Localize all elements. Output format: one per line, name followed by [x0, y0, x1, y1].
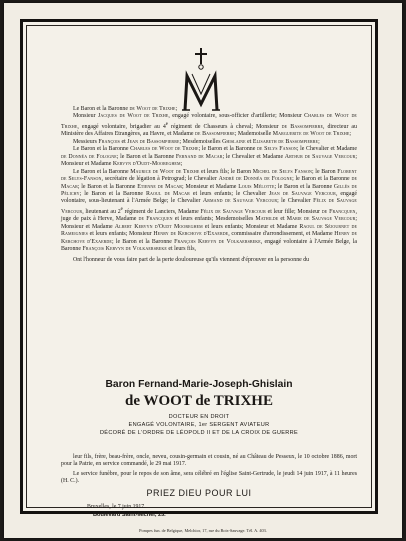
announcement: [26, 25, 372, 518]
prayer-line: PRIEZ DIEU POUR LUI: [146, 488, 252, 498]
family-paragraph: Ont l'honneur de vous faire part de la perte douloureuse qu'ils viennent d'éprouver en la personne du: [73, 256, 310, 263]
deceased-surname: de WOOT de TRIXHE: [125, 393, 273, 409]
title-line: DÉCORÉ DE L'ORDRE DE LÉOPOLD II ET DE LA CROIX DE GUERRE: [99, 429, 299, 436]
title-line: ENGAGÉ VOLONTAIRE, 1er SERGENT AVIATEUR: [128, 421, 270, 428]
date-line: Bruxelles, le 7 juin 1917.: [87, 504, 146, 510]
death-details: [61, 454, 357, 486]
deceased-titles: [27, 414, 371, 437]
family-paragraph: Monsieur Jacques de Woot de Trixhe, engagé volontaire, sous-officier d'artillerie; Monsieur Charles de Woot de Trixhe, engagé volontaire, brigadier au 4e régiment de Chasseurs à cheval; Monsieur de Bassompierre, directeur au Ministère des Affaires Etrangères, au Havre, et Madame de Bassompierre; Mademoiselle Marguerite de Woot de Trixhe;: [61, 113, 357, 138]
family-paragraph: Le Baron et la Baronne de Woot de Trixhe;: [73, 106, 178, 112]
deceased-given-names: Baron Fernand-Marie-Joseph-Ghislain: [105, 379, 293, 390]
family-paragraph: Le Baron et la Baronne Charles de Woot de Trixhe; le Baron et la Baronne de Selys Fanson; le Chevalier et Madame de Donnéa de Fologne; le Baron et la Baronne Fernand de Macar; le Chevalier et Madame Arthur de Sauvage Vercour; Monsieur et Madame Kervyn d'Oudt-Mooreghem;: [61, 146, 358, 168]
family-paragraph: Messieurs François et Jean de Bassompierre; Mesdemoiselles Ghislaine et Elisabeth de Bassompierre;: [73, 138, 320, 145]
detail-paragraph: Le service funèbre, pour le repos de son âme, sera célébré en l'église Saint-Gertrude, le jeudi 14 juin 1917, à 11 heures (H. C.).: [61, 470, 357, 485]
detail-paragraph: leur fils, frère, beau-frère, oncle, neveu, cousin-germain et cousin, né au Château de Pesseux, le 10 octobre 1886, mort pour la Patrie, en service commandé, le 29 mai 1917.: [61, 454, 357, 468]
family-paragraph: Le Baron et la Baronne Maurice de Woot de Trixhe et leurs fils; le Baron Michel de Selys Fanson; le Baron Florent de Selys-Fanson, secrétaire de légation à Petrograd; le Chevalier André de Donnéa de Fologne; le Baron et la Baronne de Macar; le Baron et la Baronne Etienne de Macar; Monsieur et Madame Louis Mélotte; le Baron et la Baronne Gillès de Pélichy; le Baron et la Baronne Raoul de Macar et leurs enfants; le Chevalier Jean de Sauvage Vercour, engagé volontaire, sous-lieutenant à l'Armée Belge; le Chevalier Armand de Sauvage Vercour; le Chevalier Félix de Sauvage Vercour, lieutenant au 2e régiment de Lanciers, Madame Félix de Sauvage Vercour et leur fille; Monsieur de Francquen, juge de paix à Herve, Madame de Francquen et leurs enfants; Mesdemoiselles Mathilde et Marie de Sauvage Vercour; Monsieur et Madame Albert Kervyn d'Oudt Mooreghem et leurs enfants; Monsieur et Madame Raoul de Séjournet de Rameignies et leurs enfants; Monsieur Henry de Kerchove d'Exaerde, commissaire d'arrondissement, et Madame Henry de Kerchove d'Exaerde; le Baron et la Baronne François Kervyn de Volkaersbeke, engagé volontaire à l'Armée Belge, la Baronne François Kervyn de Volkaersbeke et leurs fils,: [61, 168, 358, 253]
address-line: Boulevard Saint-Michel, 25.: [93, 512, 166, 518]
family-list: [61, 106, 357, 264]
printer-credit: Pompes fun. de Belgique, Melchior, 17, rue du Bois-Sauvage. Tél. A. 403.: [139, 528, 267, 533]
title-line: DOCTEUR EN DROIT: [168, 414, 230, 420]
